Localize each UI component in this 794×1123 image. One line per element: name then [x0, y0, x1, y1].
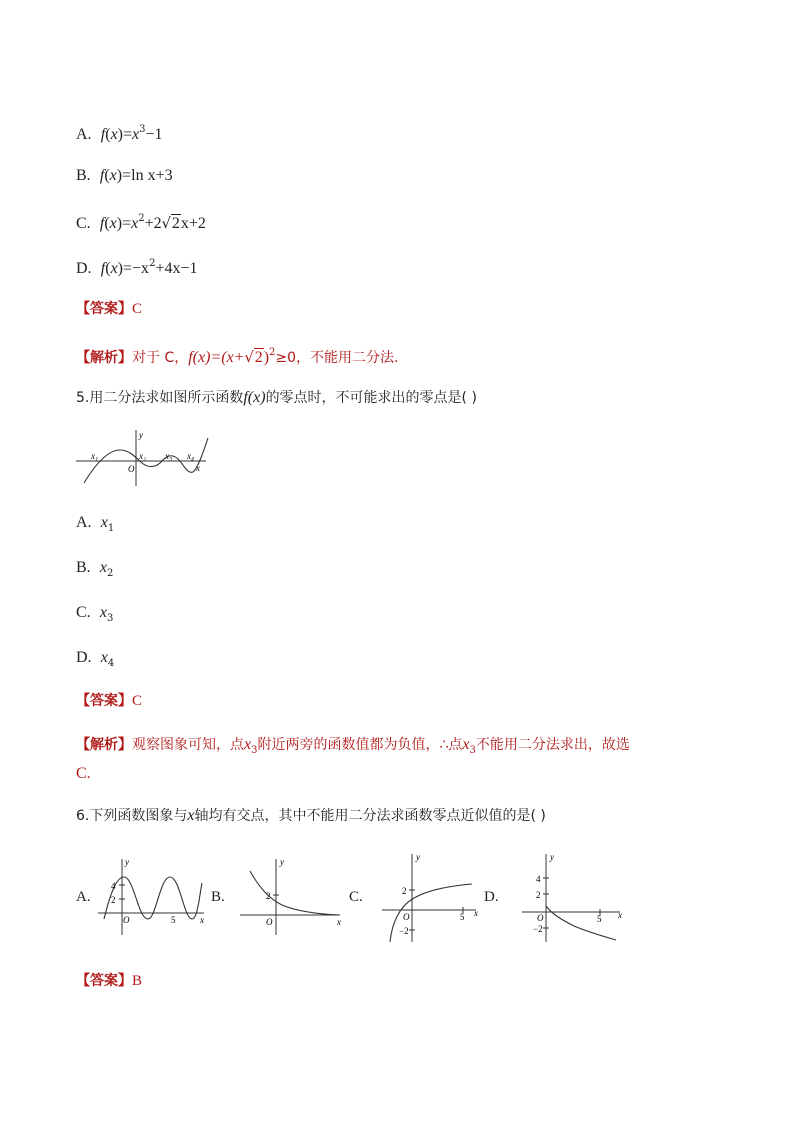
q5-analysis-cont: C. — [76, 765, 91, 782]
q4-option-d: D. $f(x)=-x^2+4x-1$ — [76, 258, 198, 277]
q6c-x-label: x — [474, 908, 478, 918]
q6c-origin: O — [403, 912, 410, 922]
q6-label-b: B. — [211, 889, 225, 905]
q6-answer — [76, 971, 142, 991]
answer-tag: 【答案】 — [76, 301, 132, 317]
answer-value: B — [132, 973, 143, 989]
answer-value: C — [132, 693, 143, 709]
q6d-x-label: x — [618, 910, 622, 920]
q4-option-c: C. $f(x)=x^2+2√2x+2$ — [76, 213, 206, 232]
q5-answer — [76, 691, 142, 711]
q6b-x-label: x — [337, 917, 341, 927]
q6b-curve — [250, 871, 340, 915]
q6a-origin: O — [123, 915, 130, 925]
q4-option-a: A. $f(x)=x^3-1$ — [76, 124, 163, 143]
q6a-ytick-2: 2 — [111, 895, 116, 905]
analysis-tag: 【解析】 — [76, 350, 132, 366]
q6c-xtick-5: 5 — [460, 912, 465, 922]
q6d-ytick-neg2: −2 — [533, 924, 543, 934]
q5-x-axis-label: x — [196, 463, 200, 473]
q4-analysis: 【解析】对于 C，$f(x)=(x+√2)^2\ge 0$，不能用二分法． — [76, 347, 409, 366]
analysis-tag: 【解析】 — [76, 737, 132, 753]
q5-option-c: C. $x_3$ — [76, 604, 114, 624]
q5-analysis: 【解析】观察图象可知，点$x_3$附近两旁的函数值都为负值，∴点$x_3$不能用二分法求出，故选 — [76, 736, 630, 756]
q6d-ytick-2: 2 — [536, 890, 541, 900]
q6d-ytick-4: 4 — [536, 874, 541, 884]
answer-value: C — [132, 301, 143, 317]
answer-tag: 【答案】 — [76, 693, 132, 709]
q6d-y-label: y — [550, 852, 554, 862]
q6d-xtick-5: 5 — [597, 914, 602, 924]
q6b-y-label: y — [280, 857, 284, 867]
q5-x2-label: x₂ — [139, 451, 147, 461]
q5-x4-label: x₄ — [187, 451, 195, 461]
q4-answer — [76, 299, 142, 319]
q6a-ytick-4: 4 — [111, 881, 116, 891]
q5-option-b: B. $x_2$ — [76, 559, 114, 579]
q6-stem: 6.下列函数图象与x轴均有交点，其中不能用二分法求函数零点近似值的是( ) — [76, 807, 546, 824]
q6b-ytick-2: 2 — [266, 891, 271, 901]
q6b-origin: O — [266, 917, 273, 927]
q6a-y-label: y — [125, 857, 129, 867]
q6-label-a: A. — [76, 889, 91, 905]
q6c-y-label: y — [416, 852, 420, 862]
q5-graph — [76, 428, 212, 488]
q5-x1-label: x₁ — [91, 451, 99, 461]
q5-stem: 5.用二分法求如图所示函数f(x)的零点时，不可能求出的零点是( ) — [76, 389, 477, 406]
q6-graph-d — [518, 848, 630, 944]
q4-option-b: B. f(x)=ln x+3 — [76, 167, 173, 184]
q5-option-d: D. $x_4$ — [76, 649, 115, 669]
q6c-ytick-2: 2 — [402, 886, 407, 896]
q6a-x-label: x — [200, 915, 204, 925]
q6d-curve — [546, 906, 616, 940]
q6-graph-b — [236, 855, 348, 937]
q5-x3-label: x₃ — [165, 451, 173, 461]
q6-graph-a — [96, 855, 208, 937]
q5-y-axis-label: y — [139, 430, 143, 440]
q6-label-c: C. — [349, 889, 363, 905]
q6-graph-c — [378, 848, 490, 944]
q6c-ytick-neg2: −2 — [399, 926, 409, 936]
q6a-xtick-5: 5 — [171, 915, 176, 925]
q5-origin-label: O — [128, 464, 135, 474]
q6d-origin: O — [537, 913, 544, 923]
answer-tag: 【答案】 — [76, 973, 132, 989]
q6-label-d: D. — [484, 889, 499, 905]
q5-option-a: A. $x_1$ — [76, 514, 115, 534]
